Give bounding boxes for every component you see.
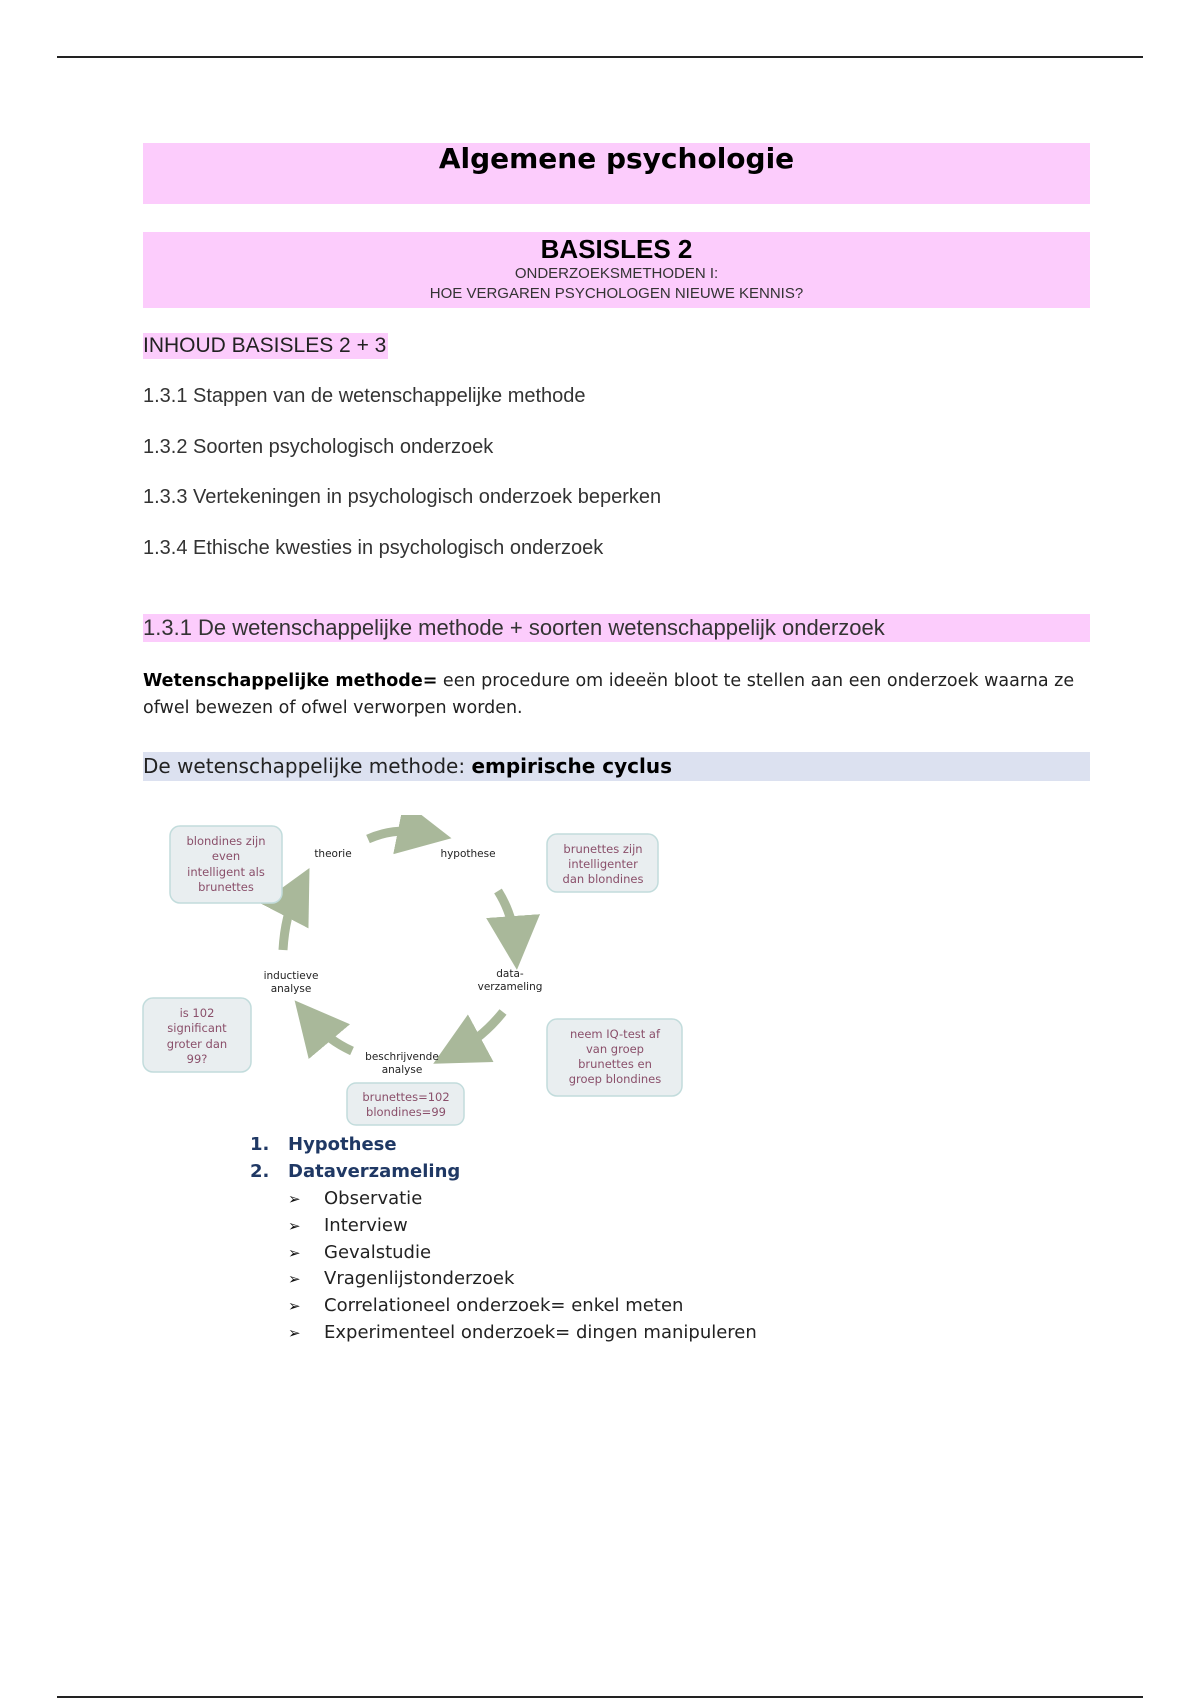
lesson-title: BASISLES 2 — [540, 234, 693, 264]
arrow-bullet-icon: ➢ — [288, 1190, 301, 1208]
stage-induct-2: analyse — [270, 983, 312, 995]
toc-item: 1.3.1 Stappen van de wetenschappelijke methode — [143, 385, 586, 407]
step-label: Dataverzameling — [288, 1161, 461, 1182]
document-title: Algemene psychologie — [438, 142, 795, 175]
stage-data-2: verzameling — [477, 981, 543, 993]
example-induct-4: 99? — [186, 1052, 208, 1066]
toc-item: 1.3.4 Ethische kwesties in psychologisch onderzoek — [143, 536, 604, 559]
stage-hypothesis: hypothese — [440, 848, 496, 860]
method-item — [288, 1213, 757, 1240]
example-induct-3: groter dan — [166, 1037, 228, 1051]
example-theory-3: intelligent als — [187, 865, 265, 879]
step-label: Hypothese — [288, 1134, 397, 1155]
arrow-bullet-icon: ➢ — [288, 1297, 301, 1316]
arrow-bullet-icon: ➢ — [288, 1323, 301, 1342]
steps-list — [250, 1131, 460, 1185]
example-theory-4: brunettes — [198, 880, 254, 894]
cycle-arrow-hypothesis-data — [498, 891, 515, 943]
toc-item: 1.3.3 Vertekeningen in psychologisch onderzoek beperken — [143, 486, 662, 508]
example-hypothesis-3: dan blondines — [562, 872, 644, 886]
stage-data-1: data- — [496, 968, 524, 980]
method-item — [288, 1186, 757, 1213]
definition-paragraph — [143, 668, 1093, 722]
example-hypothesis-1: brunettes zijn — [563, 842, 643, 856]
step-number: 1. — [250, 1134, 270, 1155]
method-label: Vragenlijstonderzoek — [324, 1268, 515, 1290]
example-hypothesis-2: intelligenter — [568, 857, 638, 871]
lesson-subtitle-1: ONDERZOEKSMETHODEN I: — [514, 265, 719, 282]
toc-heading: INHOUD BASISLES 2 + 3 — [143, 334, 387, 357]
title-band — [143, 143, 1090, 204]
cycle-arrow-induct-theory — [283, 892, 297, 950]
step-item — [250, 1131, 460, 1158]
cycle-arrow-data-desc — [457, 1012, 503, 1051]
example-induct-2: significant — [167, 1021, 227, 1035]
step-item — [250, 1158, 460, 1185]
example-data-1: neem IQ-test af — [569, 1027, 661, 1041]
methods-list — [288, 1186, 757, 1347]
method-item — [288, 1266, 757, 1293]
lesson-band — [143, 232, 1090, 308]
method-label: Observatie — [324, 1188, 423, 1209]
cycle-heading-prefix: De wetenschappelijke methode: — [143, 754, 472, 778]
top-rule — [57, 56, 1143, 58]
example-data-4: groep blondines — [568, 1072, 662, 1086]
step-number: 2. — [250, 1161, 270, 1182]
example-desc-1: brunettes=102 — [362, 1090, 450, 1104]
empirical-cycle-diagram — [140, 815, 700, 1135]
method-label: Interview — [324, 1214, 408, 1236]
method-label: Gevalstudie — [324, 1241, 432, 1263]
method-label: Experimenteel onderzoek= dingen manipuleren — [324, 1321, 757, 1343]
example-data-2: van groep — [586, 1042, 644, 1056]
example-data-3: brunettes en — [578, 1057, 652, 1071]
method-item — [288, 1320, 757, 1347]
method-item — [288, 1293, 757, 1320]
example-theory-1: blondines zijn — [186, 834, 266, 848]
stage-induct-1: inductieve — [263, 970, 319, 982]
cycle-arrow-desc-induct — [312, 1021, 352, 1051]
arrow-bullet-icon: ➢ — [288, 1243, 301, 1262]
stage-desc-1: beschrijvende — [365, 1051, 439, 1063]
stage-desc-2: analyse — [381, 1064, 423, 1076]
cycle-arrow-theory-hypothesis — [368, 831, 425, 839]
cycle-heading — [143, 752, 1090, 781]
example-theory-2: even — [211, 849, 241, 863]
definition-text: een procedure om ideeën bloot te stellen aan een onderzoek waarna ze ofwel bewezen of ofwel verworpen worden. — [143, 671, 1075, 718]
toc-list — [143, 383, 661, 585]
arrow-bullet-icon: ➢ — [288, 1270, 301, 1289]
method-label: Correlationeel onderzoek= enkel meten — [324, 1295, 684, 1317]
lesson-subtitle-2: HOE VERGAREN PSYCHOLOGEN NIEUWE KENNIS? — [429, 285, 804, 302]
example-induct-1: is 102 — [179, 1006, 215, 1020]
cycle-heading-bold: empirische cyclus — [471, 754, 673, 778]
example-desc-2: blondines=99 — [366, 1105, 446, 1119]
arrow-bullet-icon: ➢ — [288, 1216, 301, 1235]
bottom-rule — [57, 1696, 1143, 1698]
toc-item: 1.3.2 Soorten psychologisch onderzoek — [143, 435, 494, 458]
stage-theory: theorie — [314, 848, 352, 860]
definition-term: Wetenschappelijke methode= — [143, 671, 438, 691]
section-heading: 1.3.1 De wetenschappelijke methode + soorten wetenschappelijk onderzoek — [143, 614, 1090, 642]
method-item — [288, 1240, 757, 1267]
